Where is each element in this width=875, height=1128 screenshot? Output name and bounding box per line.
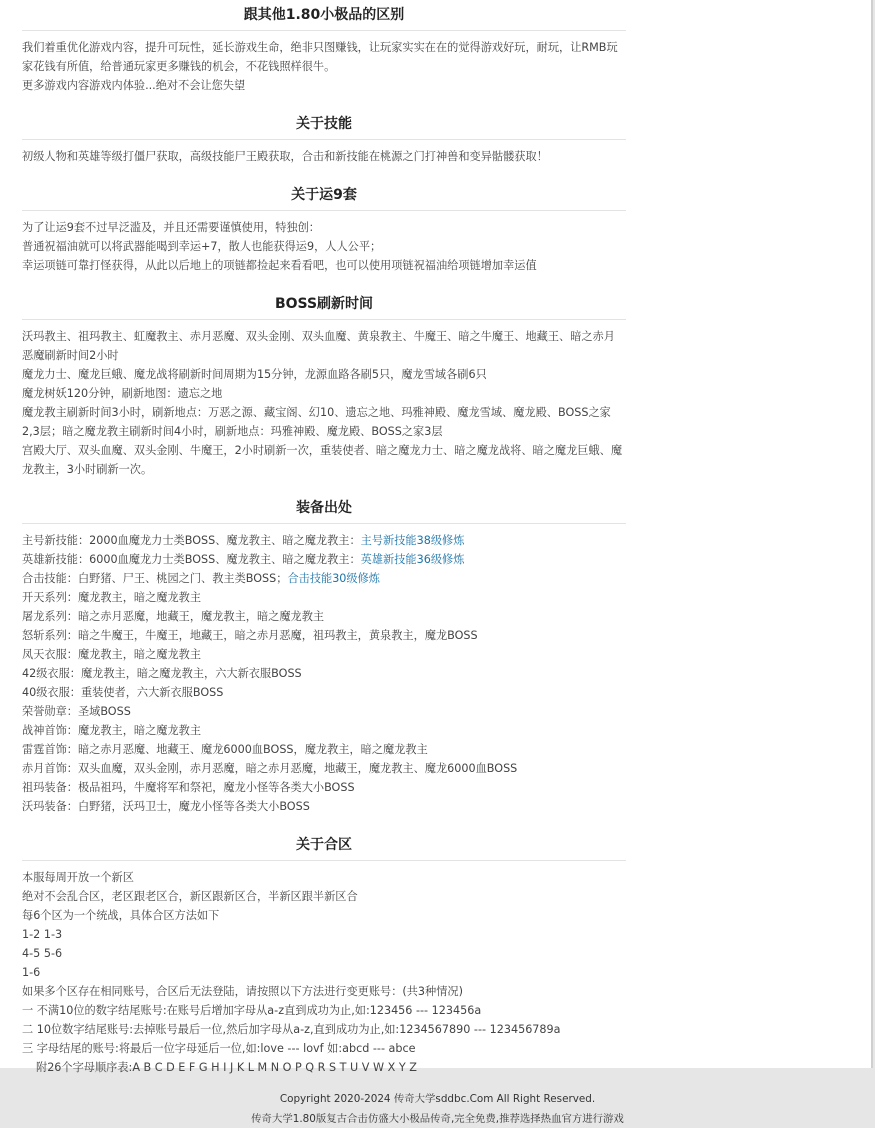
paragraph: 魔龙教主刷新时间3小时，刷新地点：万恶之源、藏宝阁、幻10、遗忘之地、玛雅神殿、魔龙雪域、魔龙殿、BOSS之家2,3层；暗之魔龙教主刷新时间4小时，刷新地点：玛雅神殿、魔龙殿、BOSS之家3层 [22, 406, 611, 438]
paragraph: 幸运项链可靠打怪获得，从此以后地上的项链都捡起来看看吧，也可以使用项链祝福油给项链增加幸运值 [22, 259, 537, 272]
section-title: 关于合区 [22, 830, 626, 861]
paragraph: 4-5 5-6 [22, 947, 63, 960]
paragraph: 三 字母结尾的账号:将最后一位字母延后一位,如:love --- lovf 如:abcd --- abce [22, 1042, 416, 1055]
paragraph: 一 不满10位的数字结尾账号:在账号后增加字母从a-z直到成功为止,如:123456 --- 123456a [22, 1004, 482, 1017]
section-boss-refresh [22, 289, 626, 479]
list-item: 屠龙系列：暗之赤月恶魔，地藏王，魔龙教主，暗之魔龙教主 [22, 610, 325, 623]
footer [0, 1074, 875, 1127]
section-skills [22, 109, 626, 166]
footer-slogan: 传奇大学1.80版复古合击仿盛大小极品传奇,完全免费,推荐选择热血官方进行游戏 [251, 1113, 624, 1125]
section-difference [22, 0, 626, 95]
paragraph: 魔龙树妖120分钟，刷新地图：遗忘之地 [22, 387, 223, 400]
list-item: 战神首饰：魔龙教主，暗之魔龙教主 [22, 724, 202, 737]
section-title: BOSS刷新时间 [22, 289, 626, 320]
paragraph: 1-2 1-3 [22, 928, 63, 941]
paragraph: 我们着重优化游戏内容，提升可玩性，延长游戏生命，绝非只图赚钱，让玩家实实在在的觉得游戏好玩，耐玩，让RMB玩家花钱有所值，给普通玩家更多赚钱的机会，不花钱照样很牛。 [22, 41, 618, 73]
section-title: 关于技能 [22, 109, 626, 140]
section-server-merge [22, 830, 626, 1077]
paragraph: 绝对不会乱合区，老区跟老区合，新区跟新区合，半新区跟半新区合 [22, 890, 358, 903]
equip-line-hero-skill [22, 550, 626, 569]
paragraph: 普通祝福油就可以将武器能喝到幸运+7，散人也能获得运9，人人公平； [22, 240, 382, 253]
paragraph: 本服每周开放一个新区 [22, 871, 134, 884]
list-item: 42级衣服：魔龙教主，暗之魔龙教主，六大新衣服BOSS [22, 667, 302, 680]
list-item: 雷霆首饰：暗之赤月恶魔、地藏王、魔龙6000血BOSS，魔龙教主，暗之魔龙教主 [22, 743, 428, 756]
equip-line-combo-skill [22, 569, 626, 588]
list-item: 沃玛装备：白野猪，沃玛卫士，魔龙小怪等各类大小BOSS [22, 800, 310, 813]
list-item: 怒斩系列：暗之牛魔王，牛魔王，地藏王，暗之赤月恶魔，祖玛教主，黄泉教主，魔龙BOSS [22, 629, 478, 642]
paragraph: 魔龙力士、魔龙巨蛾、魔龙战将刷新时间周期为15分钟，龙源血路各刷5只，魔龙雪域各刷6只 [22, 368, 487, 381]
list-item: 开天系列：魔龙教主，暗之魔龙教主 [22, 591, 202, 604]
line-text: 英雄新技能：6000血魔龙力士类BOSS、魔龙教主、暗之魔龙教主： [22, 553, 361, 566]
section-title: 装备出处 [22, 493, 626, 524]
combo-skill-link[interactable]: 合击技能30级修炼 [287, 572, 380, 585]
paragraph: 每6个区为一个统战，具体合区方法如下 [22, 909, 220, 922]
list-item: 荣誉勋章：圣域BOSS [22, 705, 131, 718]
paragraph: 初级人物和英雄等级打僵尸获取，高级技能尸王殿获取，合击和新技能在桃源之门打神兽和变异骷髅获取！ [22, 150, 548, 163]
section-title: 关于运9套 [22, 180, 626, 211]
alphabet-table: 附26个字母顺序表:A B C D E F G H I J K L M N O P Q R S T U V W X Y Z [36, 1061, 417, 1074]
section-title: 跟其他1.80小极品的区别 [22, 0, 626, 31]
paragraph: 1-6 [22, 966, 41, 979]
list-item: 赤月首饰：双头血魔，双头金刚，赤月恶魔，暗之赤月恶魔，地藏王，魔龙教主、魔龙6000血BOSS [22, 762, 518, 775]
paragraph: 更多游戏内容游戏内体验...绝对不会让您失望 [22, 79, 246, 92]
list-item: 凤天衣服：魔龙教主，暗之魔龙教主 [22, 648, 202, 661]
paragraph: 为了让运9套不过早泛滥及，并且还需要谨慎使用，特独创： [22, 221, 320, 234]
equip-line-main-skill [22, 531, 626, 550]
content-column [22, 0, 626, 1091]
section-equipment-source [22, 493, 626, 816]
paragraph: 沃玛教主、祖玛教主、虹魔教主、赤月恶魔、双头金刚、双头血魔、黄泉教主、牛魔王、暗之牛魔王、地藏王、暗之赤月恶魔刷新时间2小时 [22, 330, 615, 362]
paragraph: 宫殿大厅、双头血魔、双头金刚、牛魔王，2小时刷新一次，重装使者、暗之魔龙力士、暗之魔龙战将、暗之魔龙巨蛾、魔龙教主，3小时刷新一次。 [22, 444, 623, 476]
hero-skill-link[interactable]: 英雄新技能36级修炼 [360, 553, 465, 566]
paragraph: 如果多个区存在相同账号，合区后无法登陆，请按照以下方法进行变更账号：(共3种情况) [22, 985, 463, 998]
paragraph: 二 10位数字结尾账号:去掉账号最后一位,然后加字母从a-z,直到成功为止,如:1234567890 --- 123456789a [22, 1023, 561, 1036]
list-item: 40级衣服：重装使者，六大新衣服BOSS [22, 686, 224, 699]
line-text: 主号新技能：2000血魔龙力士类BOSS、魔龙教主、暗之魔龙教主： [22, 534, 361, 547]
section-luck9 [22, 180, 626, 275]
main-skill-link[interactable]: 主号新技能38级修炼 [360, 534, 465, 547]
copyright-text: Copyright 2020-2024 传奇大学sddbc.Com All Right Reserved. [279, 1093, 596, 1105]
line-text: 合击技能：白野猪、尸王、桃园之门、教主类BOSS； [22, 572, 288, 585]
list-item: 祖玛装备：极品祖玛，牛魔将军和祭祀，魔龙小怪等各类大小BOSS [22, 781, 355, 794]
